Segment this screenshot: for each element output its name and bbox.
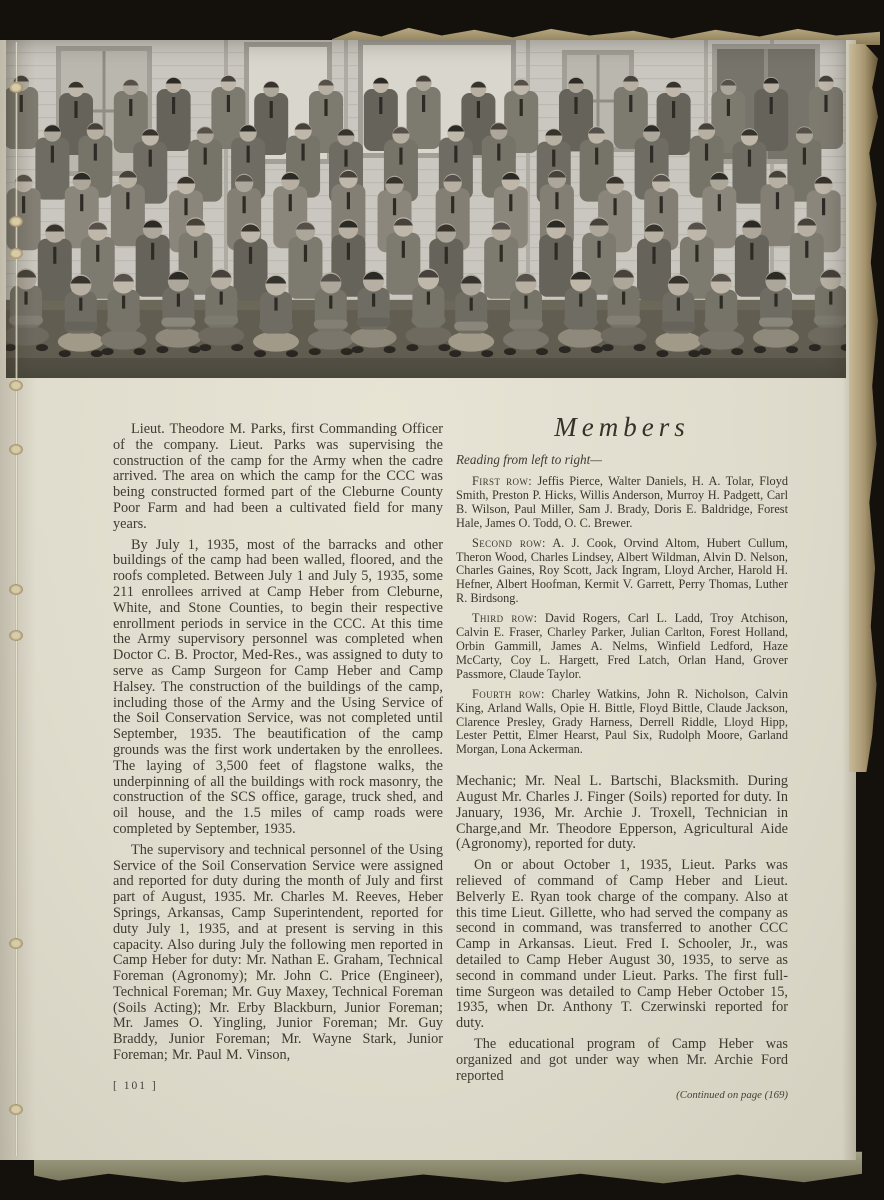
- group-photograph: [6, 40, 846, 378]
- torn-page-edge: [849, 44, 878, 772]
- members-heading: Members: [554, 412, 690, 442]
- stitch-knot: [9, 248, 23, 259]
- paragraph: Lieut. Theodore M. Parks, first Commanding Officer of the company. Lieut. Parks was supervising the construction of the camp for the Army when the cadre arrived. The area on which the camp for the CCC was being constructed formed part of the Cleburne County Poor Farm and had been a cultivated field for many years.: [113, 421, 443, 532]
- row-names: A. J. Cook, Orvind Altom, Hubert Cullum, Theron Wood, Charles Lindsey, Albert Wildman, Alvin D. Nelson, Charles Gaines, Roy Scott, Jack Ingram, Lloyd Archer, Harold H. Hefner, Albert Hoofman, Kermit V. Garrett, Perry Thomas, Luther R. Birdsong.: [456, 535, 789, 606]
- row-label: First row:: [472, 474, 533, 488]
- paragraph: Mechanic; Mr. Neal L. Bartschi, Blacksmith. During August Mr. Charles J. Finger (Soils) reported for duty. In January, 1936, Mr. Archie J. Troxell, Technician in Charge,and Mr. Theodore Epperson, Agricultural Aide (Agronomy), reported for duty.: [456, 773, 788, 853]
- group-photo-illustration: [6, 40, 846, 378]
- continued-note: (Continued on page (169): [676, 1089, 788, 1102]
- reading-direction-note: Reading from left to right—: [456, 452, 603, 467]
- members-first-row: [456, 475, 788, 531]
- stitch-knot: [9, 1104, 23, 1115]
- row-label: Third row:: [472, 611, 538, 626]
- stitch-knot: [9, 938, 23, 949]
- row-label: Second row:: [472, 535, 546, 550]
- row-names: Jeffis Pierce, Walter Daniels, H. A. Tolar, Floyd Smith, Preston P. Hicks, Willis Anderson, Murroy H. Padgett, Carl B. Wilson, Paul Miller, Sam J. Brady, Doris E. Baldridge, Forest Hale, James O. Todd, O. C. Brewer.: [456, 474, 788, 530]
- row-label: Fourth row:: [472, 686, 545, 701]
- left-text-column: [113, 422, 443, 1069]
- stitch-knot: [9, 584, 23, 595]
- row-names: Charley Watkins, John R. Nicholson, Calvin King, Arland Walls, Opie H. Bittle, Floyd Bittle, Claude Jackson, Clarence Presley, Grady Harness, Derrell Riddle, Lloyd Hipp, Lester Pettit, Elmer Hearst, Paul Six, Rudolph Moore, Garland Morgan, Lona Ackerman.: [456, 686, 789, 757]
- paragraph: The educational program of Camp Heber was organized and got under way when Mr. Archie Ford reported: [456, 1035, 788, 1084]
- members-second-row: [456, 537, 788, 607]
- stitch-knot: [9, 380, 23, 391]
- paragraph: On or about October 1, 1935, Lieut. Parks was relieved of command of Camp Heber and Lieut. Belverly E. Ryan took charge of the company. Also at this time Lieut. Gillette, who had served the company as second in command, was transferred to another CCC Camp in Arkansas. Lieut. Fred I. Schooler, Jr., was detailed to Camp Heber August 30, 1935, to serve as second in command under Lieut. Parks. The first full-time Surgeon was detailed to Camp Heber October 15, 1935, when Dr. Anthony T. Czerwinski reported for duty.: [456, 857, 788, 1032]
- binding-stitch-thread: [15, 42, 18, 1156]
- stitch-knot: [9, 444, 23, 455]
- stitch-knot: [9, 630, 23, 641]
- members-fourth-row: [456, 688, 788, 758]
- paragraph: By July 1, 1935, most of the barracks and other buildings of the camp had been walled, floored, and the roofs completed. Between July 1 and July 5, 1935, some 211 enrollees arrived at Camp Heber from Cleburne, White, and Stone Counties, to begin their respective enrollment periods in service in the CCC. At this time the Army supervisory personnel was completed when Doctor C. B. Proctor, Med-Res., was assigned to duty to serve as Camp Surgeon for Camp Heber and Camp Halsey. The construction of the buildings of the camp, including those of the Army and the Using Service of the Soil Conservation Service, was not completed until September, 1935. The beautification of the camp grounds was the first work undertaken by the enrollees. The laying of 3,500 feet of flagstone walks, the underpinning of all the buildings with rock masonry, the construction of the SCS office, garage, truck shed, and oil house, and the 1.5 miles of camp roads were completed by September, 1935.: [113, 536, 443, 837]
- page-number: [ 101 ]: [113, 1080, 158, 1092]
- stitch-knot: [9, 82, 23, 93]
- page: [0, 40, 856, 1160]
- right-column-body: [456, 774, 788, 1101]
- row-names: David Rogers, Carl L. Ladd, Troy Atchison, Calvin E. Fraser, Charley Parker, Julian Carlton, Forest Holland, Orbin Gammill, James A. Nelms, Winfield Ledford, Haze McCarty, Coy L. Hargett, Fred Latch, Orlan Hand, Grover Passmore, Claude Taylor.: [456, 611, 788, 681]
- stitch-knot: [9, 216, 23, 227]
- members-third-row: [456, 612, 788, 682]
- paragraph: The supervisory and technical personnel of the Using Service of the Soil Conservation Service were assigned and reported for duty during the month of July and first part of August, 1935. Mr. Charles M. Reeves, Heber Springs, Arkansas, Camp Superintendent, reported for duty July 1, 1935, and at present is serving in this capacity. Also during July the following men reported in Camp Heber for duty: Mr. Nathan E. Graham, Technical Foreman (Agronomy); Mr. John C. Price (Engineer), Technical Foreman; Mr. Guy Maxey, Technical Foreman (Soils Acting); Mr. Erby Blackburn, Junior Foreman; Mr. James O. Yingling, Junior Foreman; Mr. Guy Braddy, Junior Foreman; Mr. Wayne Stark, Junior Foreman; Mr. Paul M. Vinson,: [113, 841, 443, 1064]
- right-text-column: [456, 412, 788, 1101]
